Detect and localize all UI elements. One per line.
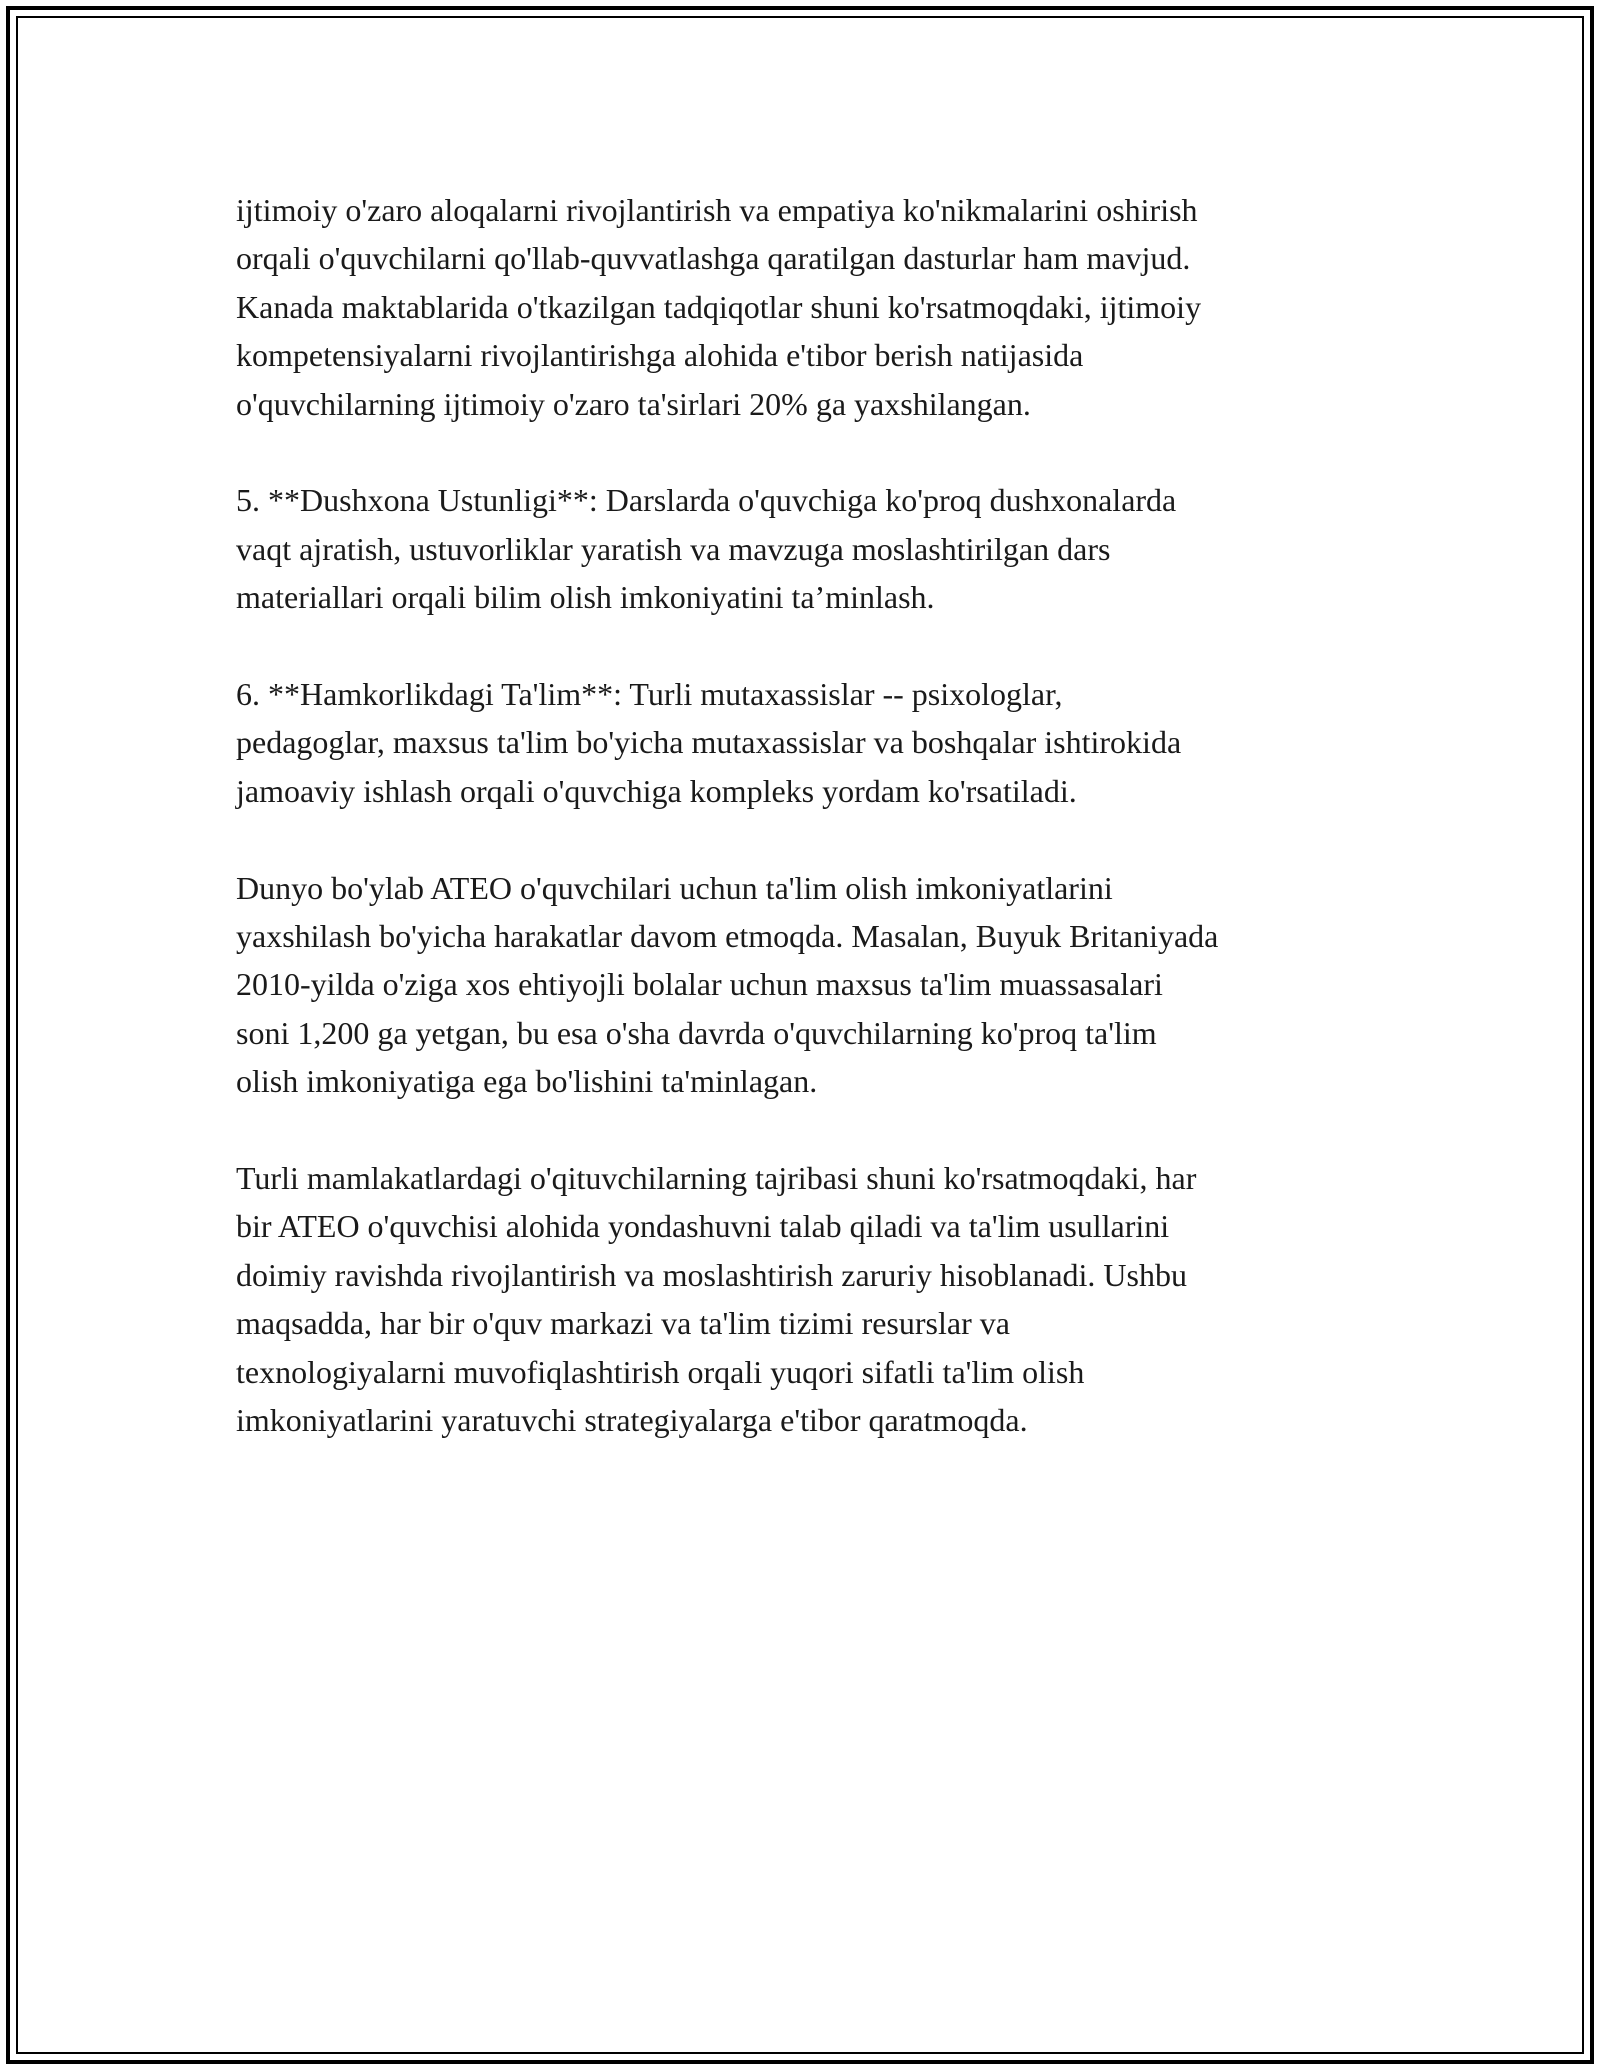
- paragraph-worldwide: Dunyo bo'ylab ATEO o'quvchilari uchun ta'lim olish imkoniyatlarini yaxshilash bo'yicha harakatlar davom etmoqda. Masalan, Buyuk Britaniyada 2010-yilda o'ziga xos ehtiyojli bolalar uchun maxsus ta'lim muassasalari soni 1,200 ga yetgan, bu esa o'sha davrda o'quvchilarning ko'proq ta'lim olish imkoniyatiga ega bo'lishini ta'minlagan.: [236, 869, 1219, 1100]
- document-body: [236, 186, 1396, 1493]
- paragraph-social-skills: ijtimoiy o'zaro aloqalarni rivojlantirish va empatiya ko'nikmalarini oshirish orqali o'quvchilarni qo'llab-quvvatlashga qaratilgan dasturlar ham mavjud. Kanada maktablarida o'tkazilgan tadqiqotlar shuni ko'rsatmoqdaki, ijtimoiy kompetensiyalarni rivojlantirishga alohida e'tibor berish natijasida o'quvchilarning ijtimoiy o'zaro ta'sirlari 20% ga yaxshilangan.: [236, 192, 1202, 422]
- paragraph-item-6: 6. **Hamkorlikdagi Ta'lim**: Turli mutaxassislar -- psixologlar, pedagoglar, maxsus ta'lim bo'yicha mutaxassislar va boshqalar ishtirokida jamoaviy ishlash orqali o'quvchiga kompleks yordam ko'rsatiladi.: [236, 676, 1182, 809]
- paragraph-item-5: 5. **Dushxona Ustunligi**: Darslarda o'quvchiga ko'proq dushxonalarda vaqt ajratish, ustuvorliklar yaratish va mavzuga moslashtirilgan dars materiallari orqali bilim olish imkoniyatini ta’minlash.: [236, 482, 1177, 616]
- paragraph-teachers-experience: Turli mamlakatlardagi o'qituvchilarning tajribasi shuni ko'rsatmoqdaki, har bir ATEO o'quvchisi alohida yondashuvni talab qiladi va ta'lim usullarini doimiy ravishda rivojlantirish va moslashtirish zaruriy hisoblanadi. Ushbu maqsadda, har bir o'quv markazi va ta'lim tizimi resurslar va texnologiyalarni muvofiqlashtirish orqali yuqori sifatli ta'lim olish imkoniyatlarini yaratuvchi strategiyalarga e'tibor qaratmoqda.: [236, 1160, 1197, 1439]
